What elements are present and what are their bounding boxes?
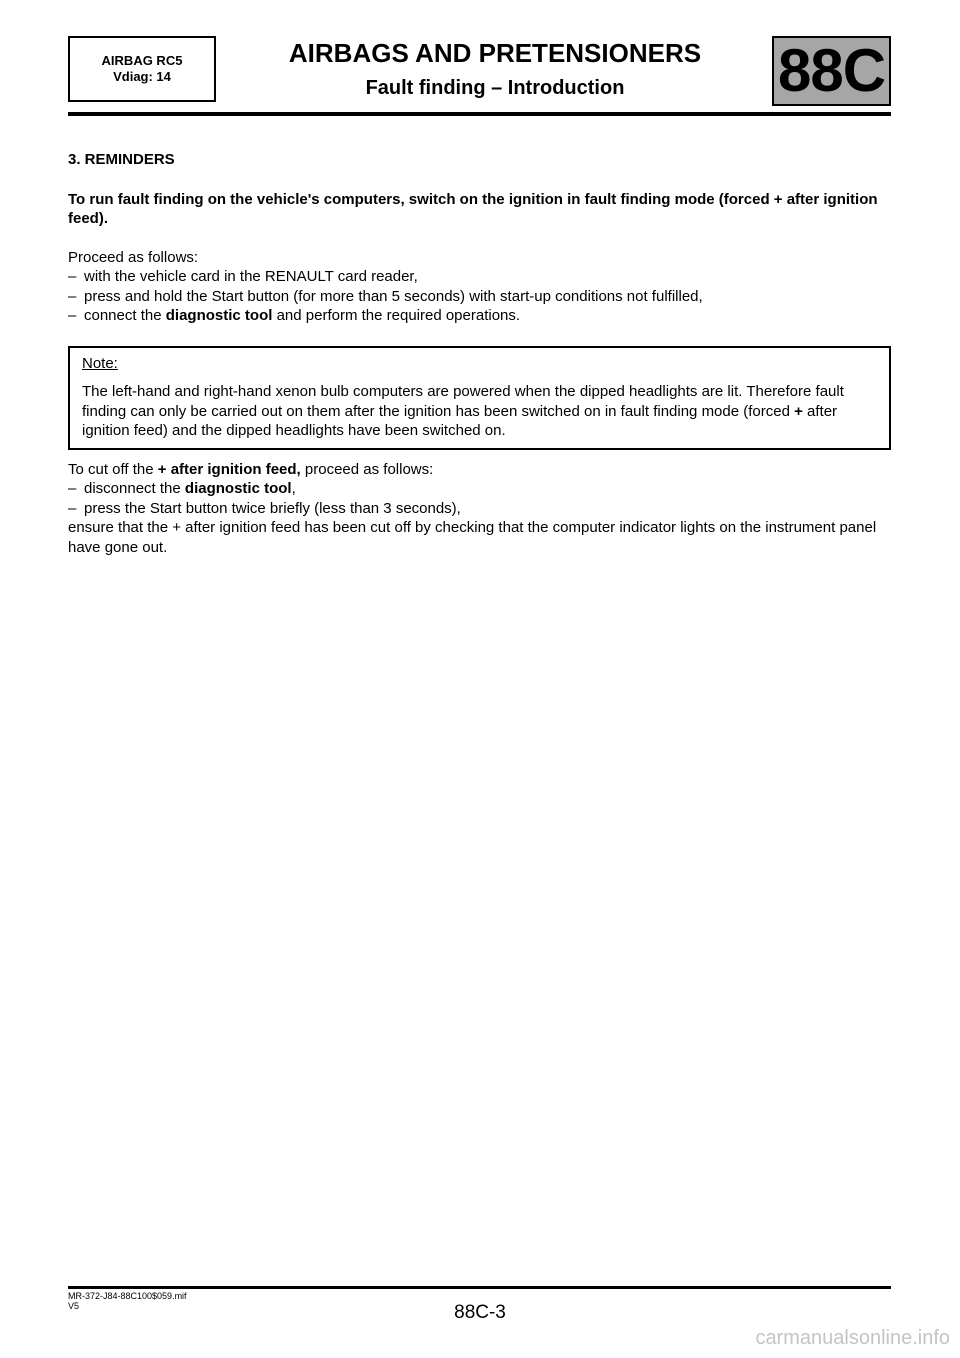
dash-marker: – <box>68 499 77 517</box>
lead-paragraph: To run fault finding on the vehicle's computers, switch on the ignition in fault finding mode (forced + after ignition feed). <box>68 190 878 227</box>
list-item-text-post: and perform the required operations. <box>272 307 521 324</box>
header-divider <box>68 112 891 116</box>
procedure-list <box>68 267 891 326</box>
list-item <box>68 287 891 307</box>
list-item <box>68 479 891 499</box>
note-text-pre: The left-hand and right-hand xenon bulb computers are powered when the dipped headlights are lit. Therefore fault finding can only be carried out on them after the ignition has been switched on in fault finding mode (forced <box>82 383 844 420</box>
list-item-text-pre: connect the <box>84 307 166 324</box>
page-subtitle: Fault finding – Introduction <box>365 77 625 99</box>
note-text-bold: + <box>794 402 803 420</box>
cutoff-intro <box>68 460 891 480</box>
footer-divider <box>68 1286 891 1289</box>
list-item-text-post: , <box>291 480 296 497</box>
list-item-text: press the Start button twice briefly (less than 3 seconds), <box>84 499 461 517</box>
cutoff-conclusion: ensure that the + after ignition feed has been cut off by checking that the computer indicator lights on the instrument panel have gone out. <box>68 519 877 556</box>
dash-marker: – <box>68 480 77 497</box>
footer-version: V5 <box>68 1301 80 1311</box>
list-item-text: with the vehicle card in the RENAULT card reader, <box>84 268 418 285</box>
section-code-badge: 88C <box>772 36 891 106</box>
list-item-text-pre: disconnect the <box>84 480 185 497</box>
dash-marker: – <box>68 268 77 285</box>
list-item-bold: diagnostic tool <box>165 307 273 324</box>
list-item <box>68 499 891 519</box>
watermark: carmanualsonline.info <box>755 1327 950 1349</box>
header-model: AIRBAG RC5 <box>101 53 183 68</box>
list-item-bold: diagnostic tool <box>184 480 292 497</box>
page-title: AIRBAGS AND PRETENSIONERS <box>288 38 702 68</box>
list-item <box>68 267 891 287</box>
header-vdiag: Vdiag: 14 <box>113 69 171 84</box>
list-item <box>68 306 891 326</box>
note-text <box>82 382 877 441</box>
proceed-text: Proceed as follows: <box>68 248 199 266</box>
header-model-box <box>68 36 216 102</box>
dash-marker: – <box>68 287 77 305</box>
cutoff-list <box>68 479 891 518</box>
cutoff-intro-pre: To cut off the <box>68 460 158 478</box>
document-body <box>68 150 891 557</box>
page-number: 88C-3 <box>454 1302 506 1323</box>
footer-reference: MR-372-J84-88C100$059.mif <box>68 1291 187 1301</box>
list-item-text: press and hold the Start button (for more than 5 seconds) with start-up conditions not fulfilled, <box>84 287 703 305</box>
note-box <box>68 346 891 450</box>
note-text-post: after ignition feed) and the dipped headlights have been switched on. <box>82 402 838 439</box>
section-heading: 3. REMINDERS <box>68 151 175 168</box>
note-label: Note: <box>82 354 118 372</box>
cutoff-intro-post: proceed as follows: <box>300 460 434 478</box>
cutoff-intro-bold: + after ignition feed, <box>157 460 301 478</box>
dash-marker: – <box>68 307 77 324</box>
